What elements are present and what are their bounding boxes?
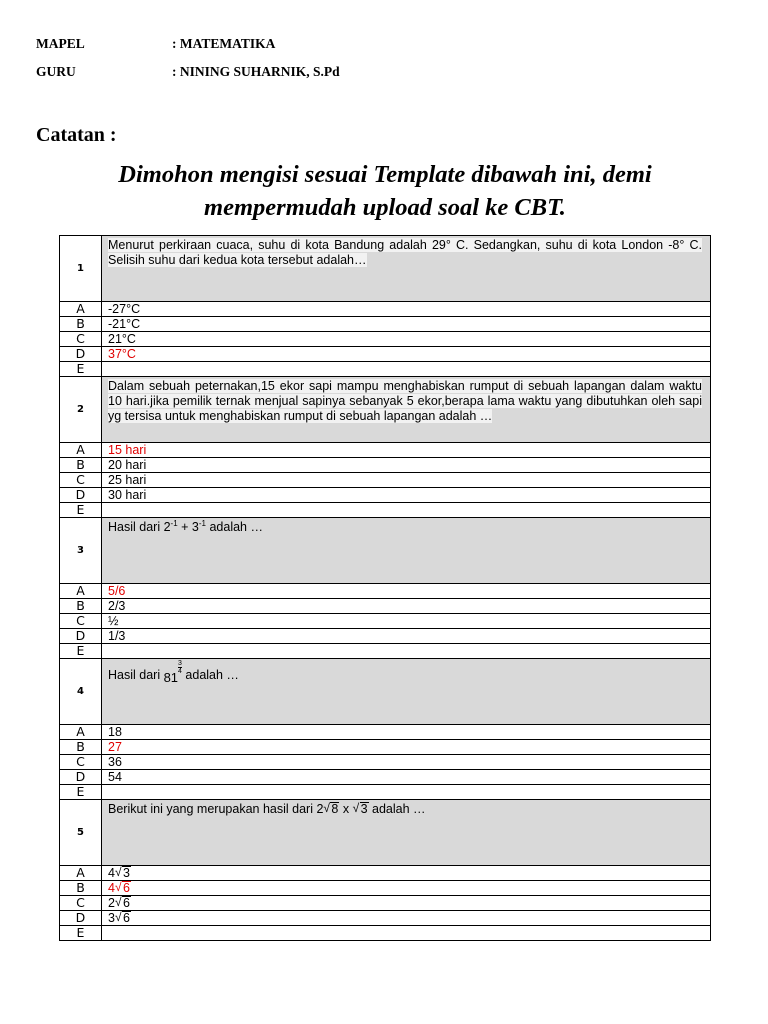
option-letter: D (60, 770, 102, 785)
question-row (60, 236, 711, 302)
option-letter: A (60, 584, 102, 599)
option-letter: B (60, 458, 102, 473)
option-row (60, 866, 711, 881)
radical-icon: √ (323, 801, 330, 815)
question-text[interactable] (102, 236, 711, 302)
radicand: 3 (360, 802, 368, 816)
option-text-correct[interactable]: 5/6 (102, 584, 711, 599)
radicand: 6 (122, 911, 130, 925)
option-text[interactable]: -27°C (102, 302, 711, 317)
option-letter: E (60, 503, 102, 518)
option-row (60, 488, 711, 503)
coefficient: 2 (108, 896, 115, 910)
square-root (353, 802, 369, 817)
option-row (60, 443, 711, 458)
question-text[interactable] (102, 659, 711, 725)
option-text[interactable]: 21°C (102, 332, 711, 347)
coefficient: 4 (108, 881, 115, 895)
question-number: 4 (60, 659, 102, 725)
option-text[interactable] (102, 362, 711, 377)
question-text-suffix: adalah … (181, 668, 239, 682)
option-row (60, 911, 711, 926)
option-text[interactable]: 2/3 (102, 599, 711, 614)
option-letter: D (60, 629, 102, 644)
question-row (60, 377, 711, 443)
option-row (60, 770, 711, 785)
option-row (60, 725, 711, 740)
option-text-correct[interactable]: 15 hari (102, 443, 711, 458)
radicand: 3 (122, 866, 130, 880)
instruction-text: Dimohon mengisi sesuai Template dibawah ini, demi mempermudah upload soal ke CBT. (118, 161, 652, 221)
question-text-suffix: adalah … (205, 520, 263, 534)
option-text[interactable]: 25 hari (102, 473, 711, 488)
question-text[interactable] (102, 518, 711, 584)
option-text[interactable] (102, 644, 711, 659)
option-letter: D (60, 488, 102, 503)
option-text[interactable] (102, 866, 711, 881)
option-row (60, 503, 711, 518)
document-header (36, 30, 736, 86)
square-root (115, 881, 131, 895)
question-text-content: Menurut perkiraan cuaca, suhu di kota Bandung adalah 29° C. Sedangkan, suhu di kota London -8° C. Selisih suhu dari kedua kota tersebut adalah… (108, 238, 702, 267)
option-letter: B (60, 599, 102, 614)
option-row (60, 881, 711, 896)
radicand: 6 (122, 881, 130, 895)
option-row (60, 896, 711, 911)
option-letter: E (60, 785, 102, 800)
option-row (60, 584, 711, 599)
square-root (115, 866, 131, 880)
option-text[interactable] (102, 785, 711, 800)
question-text-suffix: adalah … (368, 802, 426, 816)
option-row (60, 740, 711, 755)
question-row (60, 659, 711, 725)
option-text[interactable]: 54 (102, 770, 711, 785)
option-row (60, 473, 711, 488)
option-row (60, 332, 711, 347)
fraction-denominator: 4 (178, 668, 182, 675)
option-row (60, 458, 711, 473)
teacher-row (36, 58, 736, 86)
option-text[interactable]: 20 hari (102, 458, 711, 473)
question-text-mid: + 3 (177, 520, 199, 534)
square-root (323, 802, 339, 817)
option-text-correct[interactable] (102, 881, 711, 896)
option-letter: E (60, 362, 102, 377)
exponent: -1 (198, 519, 206, 528)
option-text[interactable]: 30 hari (102, 488, 711, 503)
option-letter: C (60, 755, 102, 770)
option-row (60, 644, 711, 659)
question-number: 5 (60, 800, 102, 866)
option-letter: B (60, 317, 102, 332)
option-letter: B (60, 740, 102, 755)
option-row (60, 755, 711, 770)
option-letter: E (60, 644, 102, 659)
fraction-numerator: 3 (178, 660, 182, 667)
question-text-mid: x (339, 802, 353, 816)
fraction-power (164, 660, 182, 685)
power-base: 81 (163, 670, 179, 685)
subject-value: : MATEMATIKA (172, 36, 276, 51)
question-number: 1 (60, 236, 102, 302)
question-text-prefix: Hasil dari 2 (108, 520, 171, 534)
option-row (60, 614, 711, 629)
option-row (60, 302, 711, 317)
question-number: 3 (60, 518, 102, 584)
option-row (60, 785, 711, 800)
coefficient: 3 (108, 911, 115, 925)
option-row (60, 347, 711, 362)
teacher-value: : NINING SUHARNIK, S.Pd (172, 64, 340, 79)
option-letter: D (60, 347, 102, 362)
question-text-prefix: Berikut ini yang merupakan hasil dari 2 (108, 802, 324, 816)
radical-icon: √ (114, 910, 122, 924)
question-text-prefix: Hasil dari (108, 668, 164, 682)
option-text[interactable]: 18 (102, 725, 711, 740)
radical-icon: √ (114, 895, 122, 909)
radicand: 6 (122, 896, 130, 910)
question-table (59, 235, 711, 941)
question-row (60, 800, 711, 866)
option-text[interactable]: 1/3 (102, 629, 711, 644)
square-root (115, 896, 131, 910)
subject-row (36, 30, 736, 58)
option-letter: A (60, 443, 102, 458)
question-number: 2 (60, 377, 102, 443)
option-text[interactable] (102, 911, 711, 926)
radical-icon: √ (114, 880, 122, 894)
option-row (60, 599, 711, 614)
radical-icon: √ (352, 801, 360, 815)
radicand: 8 (331, 802, 339, 816)
option-row (60, 926, 711, 941)
option-letter: C (60, 473, 102, 488)
option-letter: C (60, 614, 102, 629)
option-letter: A (60, 302, 102, 317)
option-text[interactable]: ½ (102, 614, 711, 629)
option-text-correct[interactable]: 37°C (102, 347, 711, 362)
option-letter: C (60, 332, 102, 347)
option-letter: C (60, 896, 102, 911)
option-text[interactable]: 36 (102, 755, 711, 770)
fraction-exponent (178, 660, 182, 675)
option-row (60, 629, 711, 644)
subject-label: MAPEL (36, 36, 85, 51)
coefficient: 4 (108, 866, 115, 880)
option-text[interactable] (102, 896, 711, 911)
option-letter: A (60, 725, 102, 740)
radical-icon: √ (114, 865, 122, 879)
option-row (60, 317, 711, 332)
question-text-content: Dalam sebuah peternakan,15 ekor sapi mampu menghabiskan rumput di sebuah lapangan dalam waktu 10 hari.jika pemilik ternak menjual sapinya sebanyak 5 ekor,berapa lama waktu yang dibutuhkan oleh sapi yg tersisa untuk menghabiskan rumput di sebuah lapangan adalah … (108, 379, 702, 423)
option-text-correct[interactable]: 27 (102, 740, 711, 755)
note-title: Catatan : (36, 124, 117, 146)
option-text[interactable] (102, 503, 711, 518)
question-row (60, 518, 711, 584)
option-text[interactable]: -21°C (102, 317, 711, 332)
option-letter: B (60, 881, 102, 896)
question-text[interactable] (102, 377, 711, 443)
exponent: -1 (170, 519, 178, 528)
option-text[interactable] (102, 926, 711, 941)
option-letter: E (60, 926, 102, 941)
option-row (60, 362, 711, 377)
question-text[interactable] (102, 800, 711, 866)
teacher-label: GURU (36, 64, 76, 79)
option-letter: A (60, 866, 102, 881)
square-root (115, 911, 131, 925)
option-letter: D (60, 911, 102, 926)
